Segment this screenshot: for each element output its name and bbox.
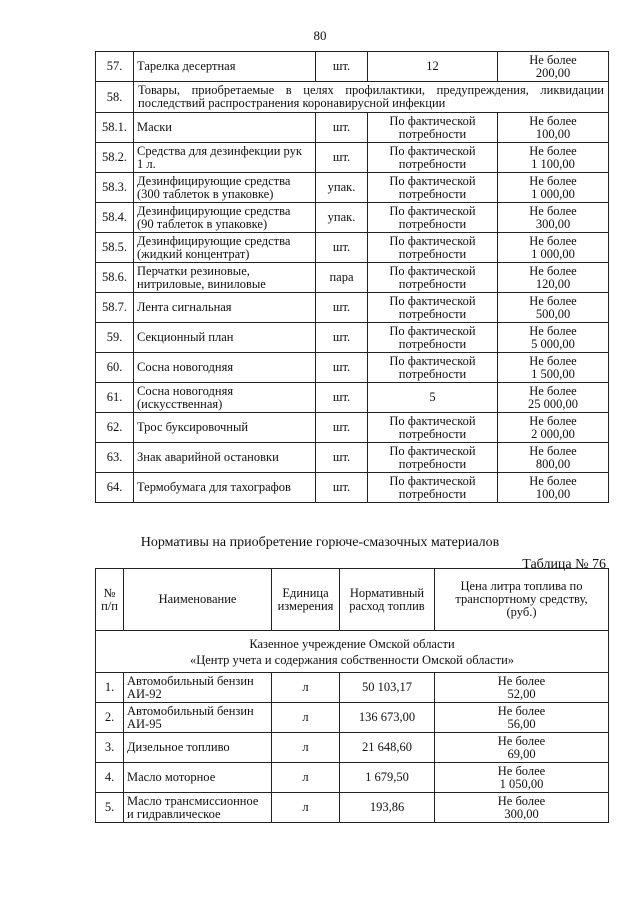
item-price: Не более 1 100,00 bbox=[498, 143, 609, 173]
item-price: Не более 5 000,00 bbox=[498, 323, 609, 353]
item-price: Не более 120,00 bbox=[498, 263, 609, 293]
table-row bbox=[96, 203, 609, 233]
item-name: Дезинфицирующие средства (90 таблеток в упаковке) bbox=[134, 203, 316, 233]
item-unit: шт. bbox=[316, 323, 368, 353]
item-name: Дезинфицирующие средства (300 таблеток в упаковке) bbox=[134, 173, 316, 203]
table-row bbox=[96, 173, 609, 203]
row-number: 58.3. bbox=[96, 173, 134, 203]
supplies-table bbox=[95, 51, 609, 503]
table-number: Таблица № 76 bbox=[522, 557, 606, 572]
table-row bbox=[96, 113, 609, 143]
fuel-name: Масло моторное bbox=[124, 763, 272, 793]
table-row bbox=[96, 383, 609, 413]
item-quantity: По фактической потребности bbox=[368, 473, 498, 503]
row-number: 63. bbox=[96, 443, 134, 473]
item-price: Не более 100,00 bbox=[498, 473, 609, 503]
item-price: Не более 1 500,00 bbox=[498, 353, 609, 383]
fuel-unit: л bbox=[272, 733, 340, 763]
row-number: 58.5. bbox=[96, 233, 134, 263]
item-name: Трос буксировочный bbox=[134, 413, 316, 443]
item-price: Не более 25 000,00 bbox=[498, 383, 609, 413]
item-quantity: 12 bbox=[368, 52, 498, 82]
fuel-norm: 193,86 bbox=[340, 793, 435, 823]
section-caption: Нормативы на приобретение горюче-смазочных материалов bbox=[140, 535, 500, 550]
table-row bbox=[96, 233, 609, 263]
item-unit: шт. bbox=[316, 233, 368, 263]
item-unit: шт. bbox=[316, 443, 368, 473]
fuel-norm: 21 648,60 bbox=[340, 733, 435, 763]
fuel-unit: л bbox=[272, 673, 340, 703]
item-name: Перчатки резиновые, нитриловые, виниловые bbox=[134, 263, 316, 293]
item-name: Средства для дезинфекции рук 1 л. bbox=[134, 143, 316, 173]
item-name: Сосна новогодняя bbox=[134, 353, 316, 383]
table-row bbox=[96, 473, 609, 503]
row-number: 5. bbox=[96, 793, 124, 823]
row-number: 2. bbox=[96, 703, 124, 733]
table-row bbox=[96, 353, 609, 383]
fuel-unit: л bbox=[272, 763, 340, 793]
table-row bbox=[96, 763, 609, 793]
table-row bbox=[96, 293, 609, 323]
item-name: Тарелка десертная bbox=[134, 52, 316, 82]
item-name: Сосна новогодняя (искусственная) bbox=[134, 383, 316, 413]
item-quantity: По фактической потребности bbox=[368, 323, 498, 353]
header-no: № п/п bbox=[96, 569, 124, 631]
fuel-name: Дизельное топливо bbox=[124, 733, 272, 763]
item-quantity: По фактической потребности bbox=[368, 293, 498, 323]
item-quantity: 5 bbox=[368, 383, 498, 413]
row-number: 59. bbox=[96, 323, 134, 353]
item-unit: шт. bbox=[316, 353, 368, 383]
row-number: 57. bbox=[96, 52, 134, 82]
item-price: Не более 800,00 bbox=[498, 443, 609, 473]
fuel-price: Не более 1 050,00 bbox=[435, 763, 609, 793]
item-quantity: По фактической потребности bbox=[368, 173, 498, 203]
fuel-table bbox=[95, 568, 609, 823]
header-unit: Единица измерения bbox=[272, 569, 340, 631]
table-row bbox=[96, 703, 609, 733]
item-quantity: По фактической потребности bbox=[368, 203, 498, 233]
table-row bbox=[96, 323, 609, 353]
page-number: 80 bbox=[313, 28, 327, 43]
fuel-unit: л bbox=[272, 703, 340, 733]
item-price: Не более 500,00 bbox=[498, 293, 609, 323]
fuel-price: Не более 69,00 bbox=[435, 733, 609, 763]
fuel-name: Автомобильный бензин АИ-92 bbox=[124, 673, 272, 703]
item-price: Не более 2 000,00 bbox=[498, 413, 609, 443]
item-name: Маски bbox=[134, 113, 316, 143]
item-name: Лента сигнальная bbox=[134, 293, 316, 323]
item-price: Не более 300,00 bbox=[498, 203, 609, 233]
table-row bbox=[96, 733, 609, 763]
item-quantity: По фактической потребности bbox=[368, 113, 498, 143]
item-price: Не более 100,00 bbox=[498, 113, 609, 143]
fuel-table-header-row bbox=[96, 569, 609, 631]
row-number: 58.6. bbox=[96, 263, 134, 293]
item-unit: упак. bbox=[316, 203, 368, 233]
table-row bbox=[96, 52, 609, 82]
item-unit: упак. bbox=[316, 173, 368, 203]
item-unit: шт. bbox=[316, 473, 368, 503]
row-number: 4. bbox=[96, 763, 124, 793]
item-name: Секционный план bbox=[134, 323, 316, 353]
fuel-norm: 50 103,17 bbox=[340, 673, 435, 703]
row-number: 61. bbox=[96, 383, 134, 413]
item-price: Не более 200,00 bbox=[498, 52, 609, 82]
row-number: 1. bbox=[96, 673, 124, 703]
item-quantity: По фактической потребности bbox=[368, 233, 498, 263]
header-price: Цена литра топлива по транспортному средству, (руб.) bbox=[435, 569, 609, 631]
item-unit: шт. bbox=[316, 113, 368, 143]
item-name: Дезинфицирующие средства (жидкий концентрат) bbox=[134, 233, 316, 263]
group-description: Товары, приобретаемые в целях профилактики, предупреждения, ликвидации последствий распространения коронавирусной инфекции bbox=[134, 82, 609, 113]
fuel-price: Не более 52,00 bbox=[435, 673, 609, 703]
item-quantity: По фактической потребности bbox=[368, 413, 498, 443]
row-number: 58.2. bbox=[96, 143, 134, 173]
row-number: 64. bbox=[96, 473, 134, 503]
fuel-price: Не более 56,00 bbox=[435, 703, 609, 733]
fuel-norm: 1 679,50 bbox=[340, 763, 435, 793]
item-unit: шт. bbox=[316, 413, 368, 443]
table-row bbox=[96, 673, 609, 703]
table-row bbox=[96, 143, 609, 173]
item-name: Знак аварийной остановки bbox=[134, 443, 316, 473]
item-quantity: По фактической потребности bbox=[368, 263, 498, 293]
group-cell: Казенное учреждение Омской области «Центр учета и содержания собственности Омской области» bbox=[96, 631, 609, 673]
row-number: 58. bbox=[96, 82, 134, 113]
group-row bbox=[96, 631, 609, 673]
fuel-price: Не более 300,00 bbox=[435, 793, 609, 823]
row-number: 60. bbox=[96, 353, 134, 383]
item-quantity: По фактической потребности bbox=[368, 443, 498, 473]
item-price: Не более 1 000,00 bbox=[498, 233, 609, 263]
table-row bbox=[96, 263, 609, 293]
table-row bbox=[96, 82, 609, 113]
item-unit: шт. bbox=[316, 383, 368, 413]
header-name: Наименование bbox=[124, 569, 272, 631]
row-number: 58.1. bbox=[96, 113, 134, 143]
item-quantity: По фактической потребности bbox=[368, 353, 498, 383]
row-number: 58.4. bbox=[96, 203, 134, 233]
table-row bbox=[96, 443, 609, 473]
item-name: Термобумага для тахографов bbox=[134, 473, 316, 503]
item-price: Не более 1 000,00 bbox=[498, 173, 609, 203]
header-norm: Нормативный расход топлив bbox=[340, 569, 435, 631]
table-row bbox=[96, 793, 609, 823]
item-unit: пара bbox=[316, 263, 368, 293]
item-unit: шт. bbox=[316, 293, 368, 323]
row-number: 58.7. bbox=[96, 293, 134, 323]
item-unit: шт. bbox=[316, 52, 368, 82]
row-number: 62. bbox=[96, 413, 134, 443]
item-quantity: По фактической потребности bbox=[368, 143, 498, 173]
fuel-name: Автомобильный бензин АИ-95 bbox=[124, 703, 272, 733]
table-row bbox=[96, 413, 609, 443]
fuel-unit: л bbox=[272, 793, 340, 823]
fuel-name: Масло трансмиссионное и гидравлическое bbox=[124, 793, 272, 823]
row-number: 3. bbox=[96, 733, 124, 763]
fuel-norm: 136 673,00 bbox=[340, 703, 435, 733]
item-unit: шт. bbox=[316, 143, 368, 173]
